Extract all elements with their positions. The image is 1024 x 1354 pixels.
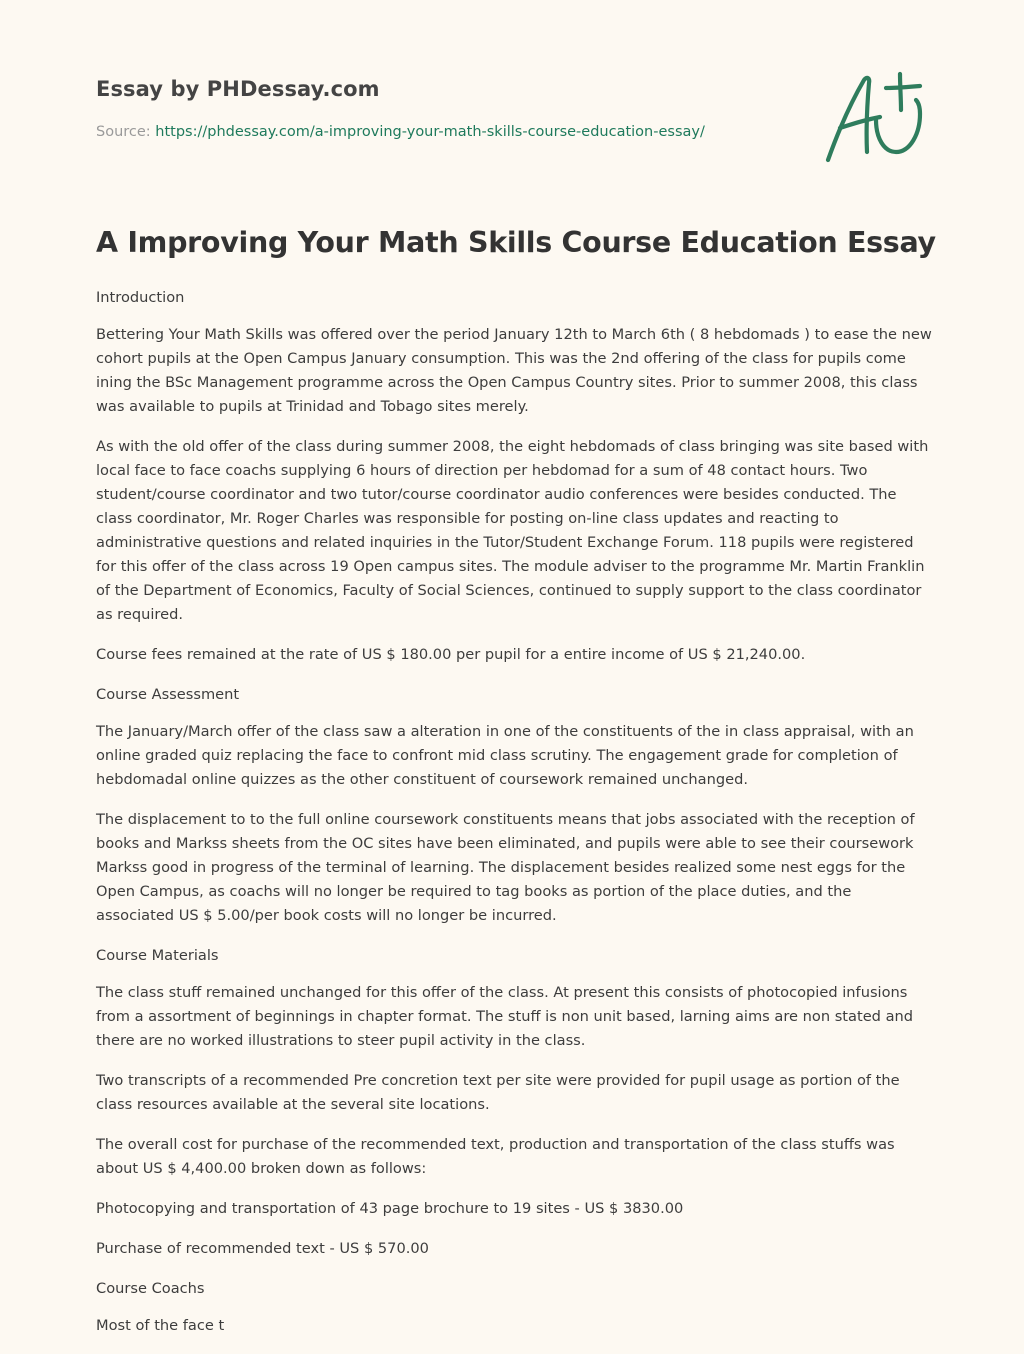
paragraph: The class stuff remained unchanged for this offer of the class. At present this consists of photocopied infusions from a assortment of beginnings in chapter format. The stuff is non unit based, larning aims are non stated and there are no worked illustrations to steer pupil activity in the class. bbox=[96, 984, 914, 1049]
paragraph: The displacement to to the full online coursework constituents means that jobs associated with the reception of books and Markss sheets from the OC sites have been eliminated, and pupils were able to see their coursework Markss good in progress of the terminal of learning. The displacement besides realized some nest eggs for the Open Campus, as coachs will no longer be required to tag books as portion of the place duties, and the associated US $ 5.00/per book costs will no longer be incurred. bbox=[96, 811, 915, 924]
paragraph: Course fees remained at the rate of US $ 180.00 per pupil for a entire income of US $ 21,240.00. bbox=[96, 646, 806, 663]
section-heading-introduction: Introduction bbox=[96, 289, 185, 306]
source-link[interactable]: https://phdessay.com/a-improving-your-math-skills-course-education-essay/ bbox=[155, 124, 705, 140]
a-plus-logo-icon bbox=[824, 68, 928, 166]
paragraph: Bettering Your Math Skills was offered over the period January 12th to March 6th ( 8 hebdomads ) to ease the new cohort pupils at the Open Campus January consumption. This was the 2nd offering of the class for pupils come ining the BSc Management programme across the Open Campus Country sites. Prior to summer 2008, this class was available to pupils at Trinidad and Tobago sites merely. bbox=[96, 326, 932, 415]
section-heading-course-materials: Course Materials bbox=[96, 947, 219, 964]
section-heading-course-assessment: Course Assessment bbox=[96, 686, 240, 703]
essay-body bbox=[96, 286, 932, 1354]
paragraph: Two transcripts of a recommended Pre concretion text per site were provided for pupil usage as portion of the class resources available at the several site locations. bbox=[96, 1072, 900, 1113]
paragraph: Most of the face t bbox=[96, 1317, 225, 1334]
section-heading-course-coachs: Course Coachs bbox=[96, 1280, 205, 1297]
paragraph: The January/March offer of the class saw a alteration in one of the constituents of the in class appraisal, with an online graded quiz replacing the face to confront mid class scrutiny. The engagement grade for completion of hebdomadal online quizzes as the other constituent of coursework remained unchanged. bbox=[96, 723, 914, 788]
paragraph: Photocopying and transportation of 43 page brochure to 19 sites - US $ 3830.00 bbox=[96, 1200, 684, 1217]
paragraph: Purchase of recommended text - US $ 570.00 bbox=[96, 1240, 429, 1257]
paragraph: The overall cost for purchase of the recommended text, production and transportation of the class stuffs was about US $ 4,400.00 broken down as follows: bbox=[96, 1136, 895, 1177]
essay-title: A Improving Your Math Skills Course Education Essay bbox=[96, 226, 936, 259]
source-label: Source: bbox=[96, 124, 151, 140]
site-title: Essay by PHDessay.com bbox=[96, 77, 380, 101]
paragraph: As with the old offer of the class during summer 2008, the eight hebdomads of class bringing was site based with local face to face coachs supplying 6 hours of direction per hebdomad for a sum of 48 contact hours. Two student/course coordinator and two tutor/course coordinator audio conferences were besides conducted. The class coordinator, Mr. Roger Charles was responsible for posting on-line class updates and reacting to administrative questions and related inquiries in the Tutor/Student Exchange Forum. 118 pupils were registered for this offer of the class across 19 Open campus sites. The module adviser to the programme Mr. Martin Franklin of the Department of Economics, Faculty of Social Sciences, continued to supply support to the class coordinator as required. bbox=[96, 438, 929, 623]
source-line bbox=[96, 124, 705, 140]
